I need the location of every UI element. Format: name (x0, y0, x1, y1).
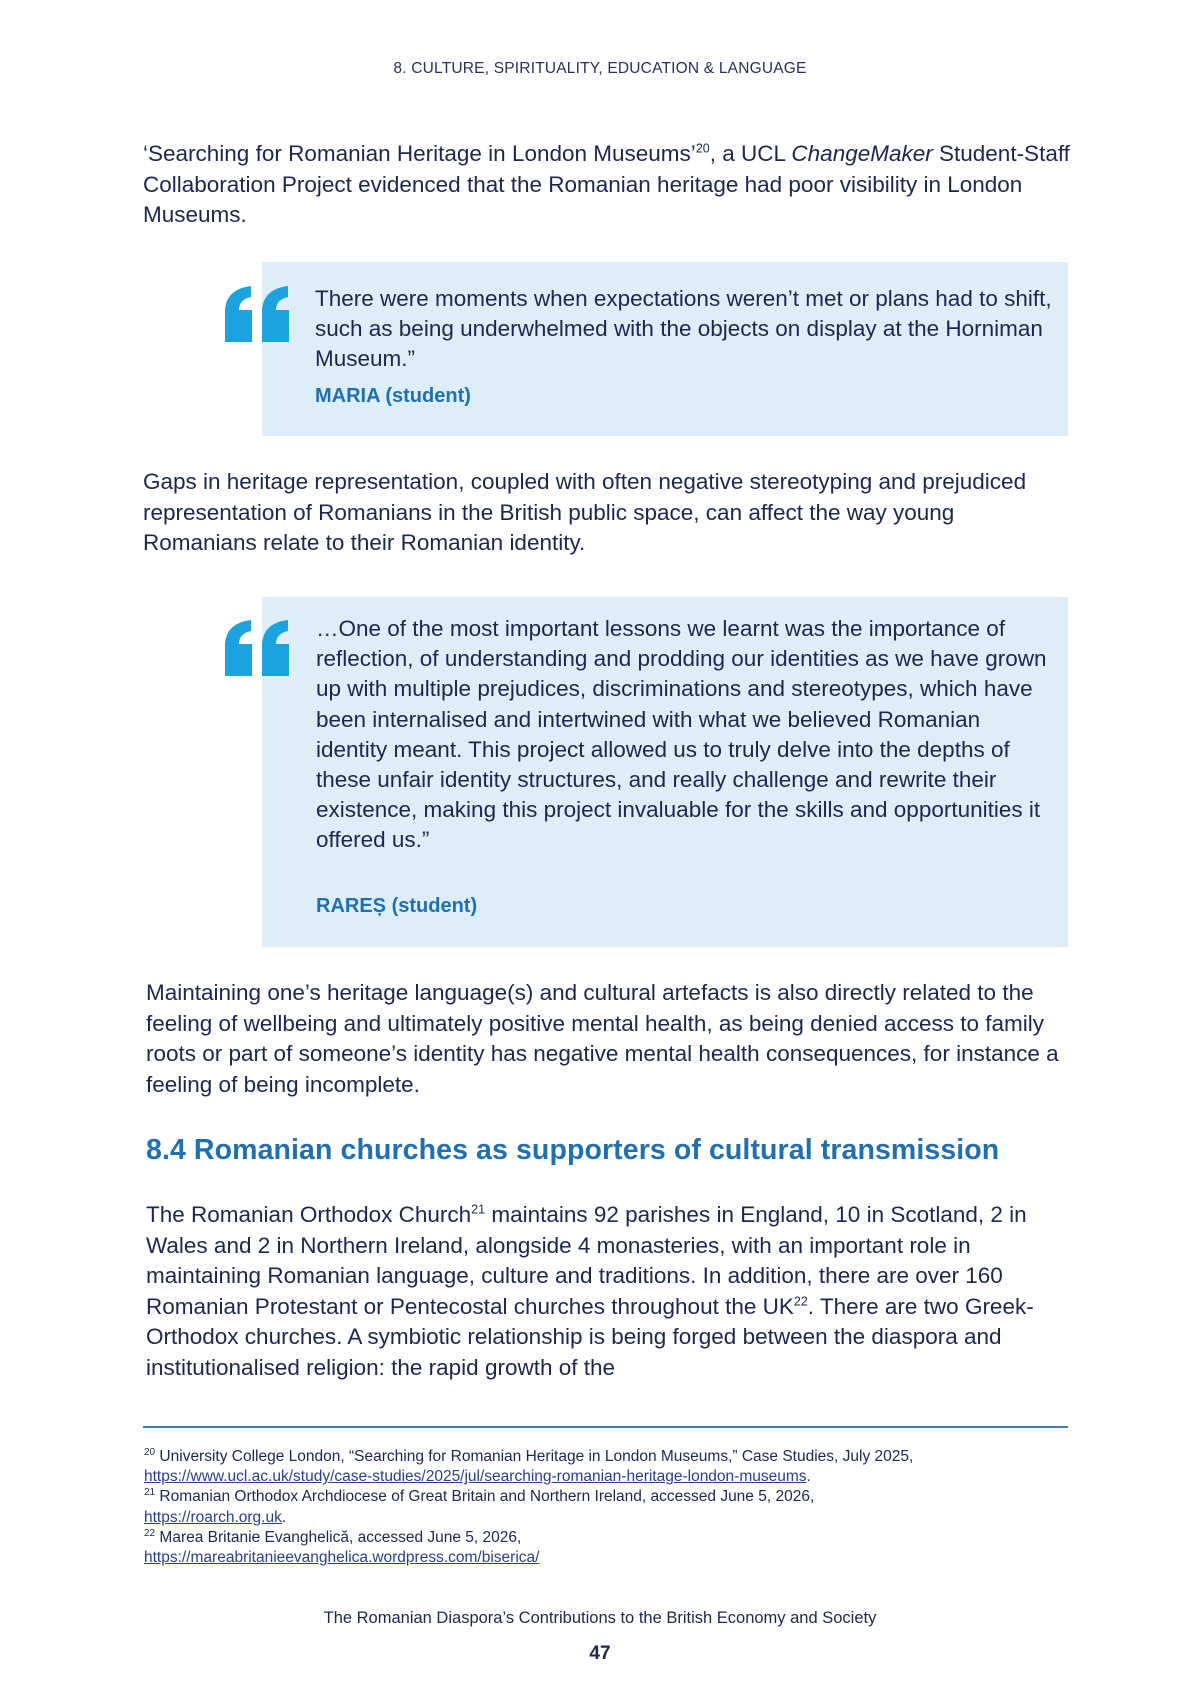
running-header: 8. CULTURE, SPIRITUALITY, EDUCATION & LANGUAGE (393, 60, 807, 77)
paragraph-intro-part-b: , a UCL (709, 141, 792, 166)
changemaker-italic: ChangeMaker (791, 141, 933, 166)
footnote-text: Marea Britanie Evanghelică, accessed June 5, 2026, (155, 1528, 522, 1546)
opening-quote-icon (225, 286, 291, 342)
paragraph-intro (143, 139, 1073, 231)
footnote-ref-22[interactable]: 22 (793, 1294, 808, 1308)
running-footer: The Romanian Diaspora’s Contributions to the British Economy and Society (323, 1609, 877, 1627)
footnote-ref-21[interactable]: 21 (471, 1202, 486, 1217)
footnote-number: 20 (144, 1446, 156, 1458)
footnote-link[interactable]: https://roarch.org.uk (144, 1508, 282, 1526)
paragraph-churches (146, 1200, 1076, 1383)
footnote-22 (144, 1528, 1074, 1568)
section-heading: 8.4 Romanian churches as supporters of cultural transmission (146, 1134, 1000, 1166)
quote-author-maria: MARIA (student) (315, 385, 471, 407)
paragraph-churches-part-c: . There are two Greek-Orthodox churches. A symbiotic relationship is being forged between the diaspora and institutionalised religion: the rapid growth of the (146, 1293, 1034, 1380)
quote-text-rares: …One of the most important lessons we learnt was the importance of reflection, of understanding and prodding our identities as we have grown up with multiple prejudices, discriminations and stereotypes, which have been internalised and intertwined with what we believed Romanian identity meant. This project allowed us to truly delve into the depths of these unfair identity structures, and really challenge and rewrite their existence, making this project invaluable for the skills and opportunities it offered us.” (316, 616, 1047, 853)
quote-author-rares: RAREȘ (student) (316, 895, 478, 917)
paragraph-churches-part-a: The Romanian Orthodox Church (146, 1202, 472, 1227)
footnote-divider (143, 1426, 1068, 1428)
footnote-20: $^{20}$ University College London, “Searching for Romanian Heritage in London Museums,” Case Studies, July 2025, https://www.ucl.ac.uk/study/case-studies/2025/jul/searching-romanian-heritage-london-museums. (144, 1446, 914, 1486)
footnotes (144, 1447, 1074, 1568)
footnote-text: Romanian Orthodox Archdiocese of Great Britain and Northern Ireland, accessed June 5, 2026, (155, 1488, 815, 1506)
quote-text-maria: There were moments when expectations weren’t met or plans had to shift, such as being underwhelmed with the objects on display at the Horniman Museum.” (315, 286, 1052, 372)
paragraph-intro-part-c: Student-Staff Collaboration Project evidenced that the Romanian heritage had poor visibility in London Museums. (143, 141, 1070, 227)
paragraph-intro-part-a: ‘Searching for Romanian Heritage in London Museums’ (143, 141, 696, 166)
paragraph-wellbeing: Maintaining one’s heritage language(s) and cultural artefacts is also directly related to the feeling of wellbeing and ultimately positive mental health, as being denied access to family roots or part of someone’s identity has negative mental health consequences, for instance a feeling of being incomplete. (146, 980, 1059, 1097)
footnote-number: 21 (144, 1487, 156, 1499)
footnote-link[interactable]: https://www.ucl.ac.uk/study/case-studies/2025/jul/searching-romanian-heritage-london-museums (144, 1468, 807, 1486)
footnote-number: 22 (144, 1527, 156, 1539)
footnote-21: $^{21}$ Romanian Orthodox Archdiocese of Great Britain and Northern Ireland, accessed June 5, 2026, https://roarch.org.uk. (144, 1487, 815, 1526)
footnote-link[interactable]: https://mareabritanieevanghelica.wordpress.com/biserica/ (144, 1549, 540, 1567)
paragraph-churches-part-b: maintains 92 parishes in England, 10 in Scotland, 2 in Wales and 2 in Northern Ireland, alongside 4 monasteries, with an important role in maintaining Romanian language, culture and traditions. In addition, there are over 160 Romanian Protestant or Pentecostal churches throughout the UK (146, 1202, 1027, 1319)
page-number: 47 (589, 1643, 611, 1664)
footnote-ref-20[interactable]: 20 (695, 141, 710, 156)
paragraph-heritage-gaps: Gaps in heritage representation, coupled with often negative stereotyping and prejudiced representation of Romanians in the British public space, can affect the way young Romanians relate to their Romanian identity. (143, 469, 1027, 555)
footnote-text: University College London, “Searching for Romanian Heritage in London Museums,” Case Studies, July 2025, (155, 1448, 914, 1465)
opening-quote-icon (225, 620, 291, 676)
